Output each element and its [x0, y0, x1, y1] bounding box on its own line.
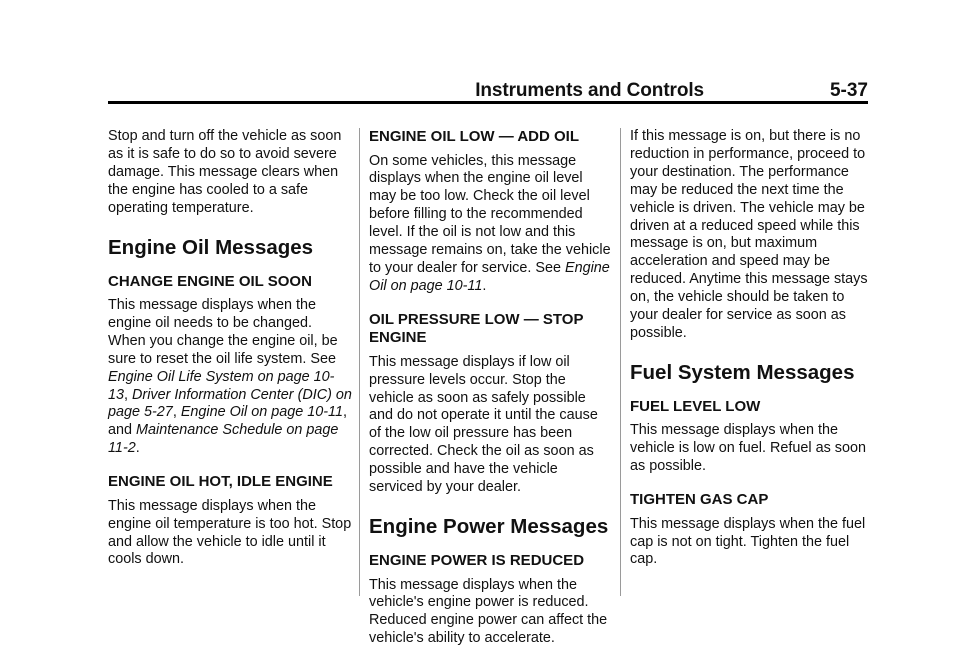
heading-fuel-level-low: FUEL LEVEL LOW: [630, 397, 761, 415]
header-rule: [108, 101, 868, 104]
ref-maintenance-schedule[interactable]: Maintenance Schedule on page 11-2: [108, 422, 339, 457]
heading-engine-oil-messages: Engine Oil Messages: [108, 235, 314, 259]
column-divider-2: [620, 128, 621, 596]
heading-change-engine-oil-soon: CHANGE ENGINE OIL SOON: [108, 272, 312, 290]
header-section-title: Instruments and Controls: [475, 80, 704, 101]
oil-low-paragraph: On some vehicles, this message displays when the engine oil level may be too low. Check the oil level before filling to the recommended level. If the oil is not low and this message remains on, take the vehicle to your dealer for service. See Engine Oil on page 10-11.: [369, 152, 611, 294]
column-3: [630, 128, 870, 569]
heading-engine-oil-hot: ENGINE OIL HOT, IDLE ENGINE: [108, 473, 333, 491]
change-oil-paragraph: This message displays when the engine oil needs to be changed. When you change the engine oil, be sure to reset the oil life system. See Engine Oil Life System on page 10-13, Driver Information Center (DIC) on page 5-27, Engine Oil on page 10-11, and Maintenance Schedule on page 11-2.: [108, 297, 352, 457]
ref-engine-oil[interactable]: Engine Oil on page 10-11: [180, 404, 343, 421]
column-1: [108, 128, 352, 569]
ref-engine-oil-2[interactable]: Engine Oil on page 10-11: [369, 259, 610, 294]
oil-hot-paragraph: This message displays when the engine oil temperature is too hot. Stop and allow the vehicle to idle until it cools down.: [108, 497, 352, 568]
heading-engine-power-reduced: ENGINE POWER IS REDUCED: [369, 552, 585, 569]
intro-paragraph: Stop and turn off the vehicle as soon as it is safe to do so to avoid severe damage. This message clears when the engine has cooled to a safe operating temperature.: [108, 128, 342, 216]
heading-oil-pressure-low: OIL PRESSURE LOW — STOP ENGINE: [369, 310, 584, 347]
header-page-number: 5-37: [829, 80, 868, 101]
power-continued-paragraph: If this message is on, but there is no reduction in performance, proceed to your destination. The performance may be reduced the next time the vehicle is driven. The vehicle may be driven at a reduced speed while this message is on, but maximum acceleration and speed may be reduced. Anytime this message stays on, the vehicle should be taken to your dealer for service as soon as possible.: [630, 128, 868, 341]
heading-tighten-gas-cap: TIGHTEN GAS CAP: [630, 491, 769, 509]
ref-dic[interactable]: Driver Information Center (DIC) on page 5-27: [108, 386, 352, 421]
heading-engine-power-messages: Engine Power Messages: [369, 515, 609, 538]
gas-cap-paragraph: This message displays when the fuel cap is not on tight. Tighten the fuel cap.: [630, 515, 866, 568]
heading-fuel-system-messages: Fuel System Messages: [630, 360, 855, 384]
power-reduced-paragraph: This message displays when the vehicle's engine power is reduced. Reduced engine power can affect the vehicle's ability to accelerate.: [369, 576, 608, 647]
ref-oil-life-system[interactable]: Engine Oil Life System on page 10-13: [108, 368, 335, 403]
heading-engine-oil-low: ENGINE OIL LOW — ADD OIL: [369, 128, 579, 145]
column-2: [369, 128, 613, 648]
fuel-level-paragraph: This message displays when the vehicle is low on fuel. Refuel as soon as possible.: [630, 422, 866, 475]
column-divider-1: [359, 128, 360, 596]
oil-pressure-paragraph: This message displays if low oil pressure levels occur. Stop the vehicle as soon as safely possible and do not operate it until the cause of the low oil pressure has been corrected. Check the oil as soon as possible and have the vehicle serviced by your dealer.: [369, 353, 598, 496]
